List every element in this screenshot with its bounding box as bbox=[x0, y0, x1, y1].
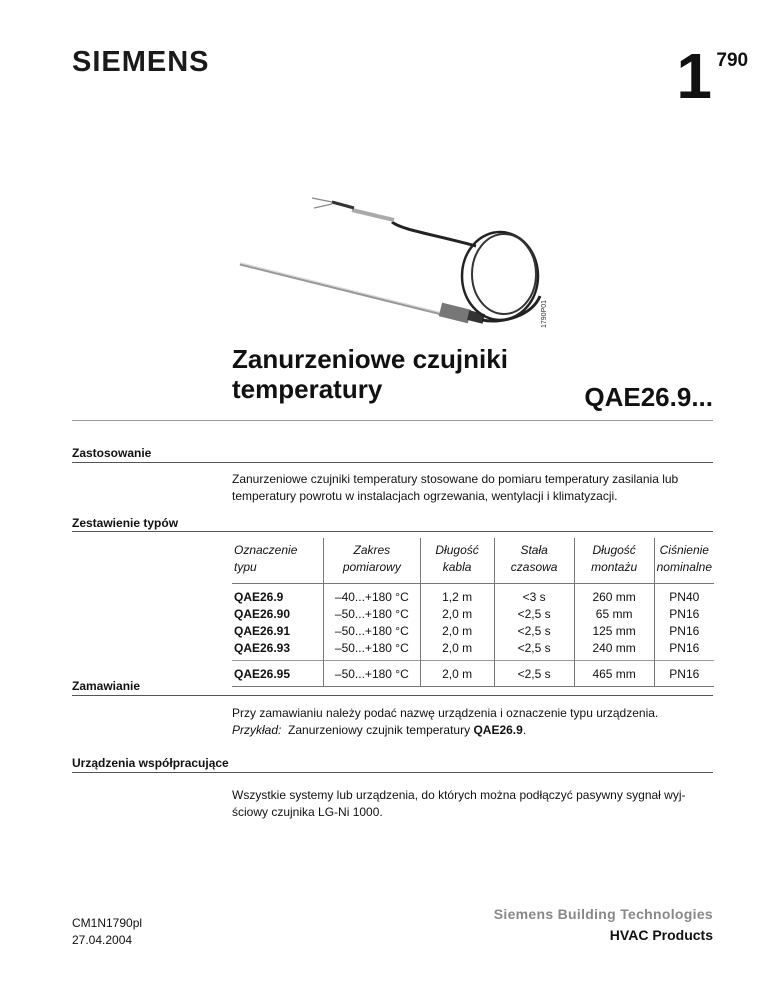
table-cell: 260 mm bbox=[574, 583, 654, 606]
table-cell: 125 mm bbox=[574, 623, 654, 640]
table-cell: QAE26.93 bbox=[234, 641, 291, 656]
table-row bbox=[232, 660, 714, 686]
section-heading-compatible: Urządzenia współpracujące bbox=[72, 756, 229, 770]
column-header: Ciśnienie nominalne bbox=[654, 538, 714, 583]
table-row bbox=[232, 640, 714, 661]
siemens-logo: SIEMENS bbox=[72, 46, 210, 78]
example-label: Przykład: bbox=[232, 723, 282, 738]
column-header: Zakres pomiarowy bbox=[324, 538, 420, 583]
table-cell: 1,2 m bbox=[420, 583, 494, 606]
example-text: Zanurzeniowy czujnik temperatury bbox=[288, 723, 471, 738]
example-model: QAE26.9 bbox=[473, 723, 523, 738]
types-table-header bbox=[232, 538, 714, 583]
table-cell: PN16 bbox=[654, 640, 714, 661]
table-cell: 2,0 m bbox=[420, 640, 494, 661]
document-number bbox=[676, 40, 749, 112]
doc-date: 27.04.2004 bbox=[72, 933, 133, 948]
table-cell: PN16 bbox=[654, 660, 714, 686]
product-photo bbox=[232, 196, 552, 336]
table-cell: 2,0 m bbox=[420, 606, 494, 623]
table-cell: PN16 bbox=[654, 623, 714, 640]
product-title-line2: temperatury bbox=[232, 373, 383, 404]
document-number-main: 1 bbox=[676, 40, 712, 112]
table-cell: 465 mm bbox=[574, 660, 654, 686]
compatible-line2: ściowy czujnika LG-Ni 1000. bbox=[232, 805, 383, 820]
table-cell: <2,5 s bbox=[494, 660, 574, 686]
column-header: Długość kabla bbox=[420, 538, 494, 583]
compatible-text bbox=[232, 787, 708, 822]
table-cell: –50...+180 °C bbox=[324, 623, 420, 640]
column-header: Oznaczenie typu bbox=[232, 538, 324, 583]
column-header: Stała czasowa bbox=[494, 538, 574, 583]
table-cell: 240 mm bbox=[574, 640, 654, 661]
table-cell: <3 s bbox=[494, 583, 574, 606]
table-cell: 65 mm bbox=[574, 606, 654, 623]
footer-company bbox=[494, 906, 713, 943]
ordering-instruction: Przy zamawianiu należy podać nazwę urządzenia i oznaczenie typu urządzenia. bbox=[232, 706, 659, 720]
table-cell: –50...+180 °C bbox=[324, 660, 420, 686]
table-row bbox=[232, 583, 714, 606]
section-heading-application: Zastosowanie bbox=[72, 446, 152, 460]
table-cell: PN16 bbox=[654, 606, 714, 623]
table-cell: 2,0 m bbox=[420, 623, 494, 640]
table-cell: QAE26.95 bbox=[232, 660, 324, 686]
product-model: QAE26.9... bbox=[584, 382, 713, 412]
application-text: Zanurzeniowe czujniki temperatury stosowane do pomiaru temperatury zasilania lub temperatury powrotu w instalacjach ogrzewania, wentylacji i klimatyzacji. bbox=[232, 472, 679, 504]
section-divider bbox=[72, 462, 713, 463]
section-heading-ordering: Zamawianie bbox=[72, 679, 141, 693]
table-cell: PN40 bbox=[654, 583, 714, 606]
section-divider bbox=[72, 531, 713, 532]
table-cell: –50...+180 °C bbox=[324, 606, 420, 623]
table-row bbox=[232, 623, 714, 640]
table-cell: <2,5 s bbox=[494, 640, 574, 661]
doc-code: CM1N1790pl bbox=[72, 916, 143, 930]
table-cell: –50...+180 °C bbox=[324, 640, 420, 661]
table-cell: QAE26.91 bbox=[234, 624, 291, 639]
division-name: HVAC Products bbox=[609, 927, 713, 943]
table-cell: <2,5 s bbox=[494, 606, 574, 623]
ordering-text bbox=[232, 705, 708, 740]
photo-code: 1790P01 bbox=[541, 299, 548, 328]
table-cell: 2,0 m bbox=[420, 660, 494, 686]
product-title bbox=[232, 345, 508, 405]
title-divider bbox=[72, 420, 713, 421]
table-cell: –40...+180 °C bbox=[324, 583, 420, 606]
ordering-example bbox=[232, 722, 708, 739]
section-heading-types: Zestawienie typów bbox=[72, 516, 179, 530]
footer-doc-info bbox=[72, 915, 142, 950]
example-end: . bbox=[522, 723, 527, 738]
table-cell: QAE26.90 bbox=[234, 607, 291, 622]
compatible-line1: Wszystkie systemy lub urządzenia, do których można podłączyć pasywny sygnał wyj- bbox=[232, 788, 686, 802]
table-row bbox=[232, 606, 714, 623]
table-cell: <2,5 s bbox=[494, 623, 574, 640]
types-table bbox=[232, 538, 714, 687]
table-cell: QAE26.9 bbox=[234, 590, 284, 605]
company-name: Siemens Building Technologies bbox=[493, 906, 713, 922]
section-divider bbox=[72, 772, 713, 773]
column-header: Długość montażu bbox=[574, 538, 654, 583]
product-title-line1: Zanurzeniowe czujniki bbox=[232, 344, 508, 374]
section-divider bbox=[72, 695, 713, 696]
document-number-sup: 790 bbox=[716, 50, 749, 71]
